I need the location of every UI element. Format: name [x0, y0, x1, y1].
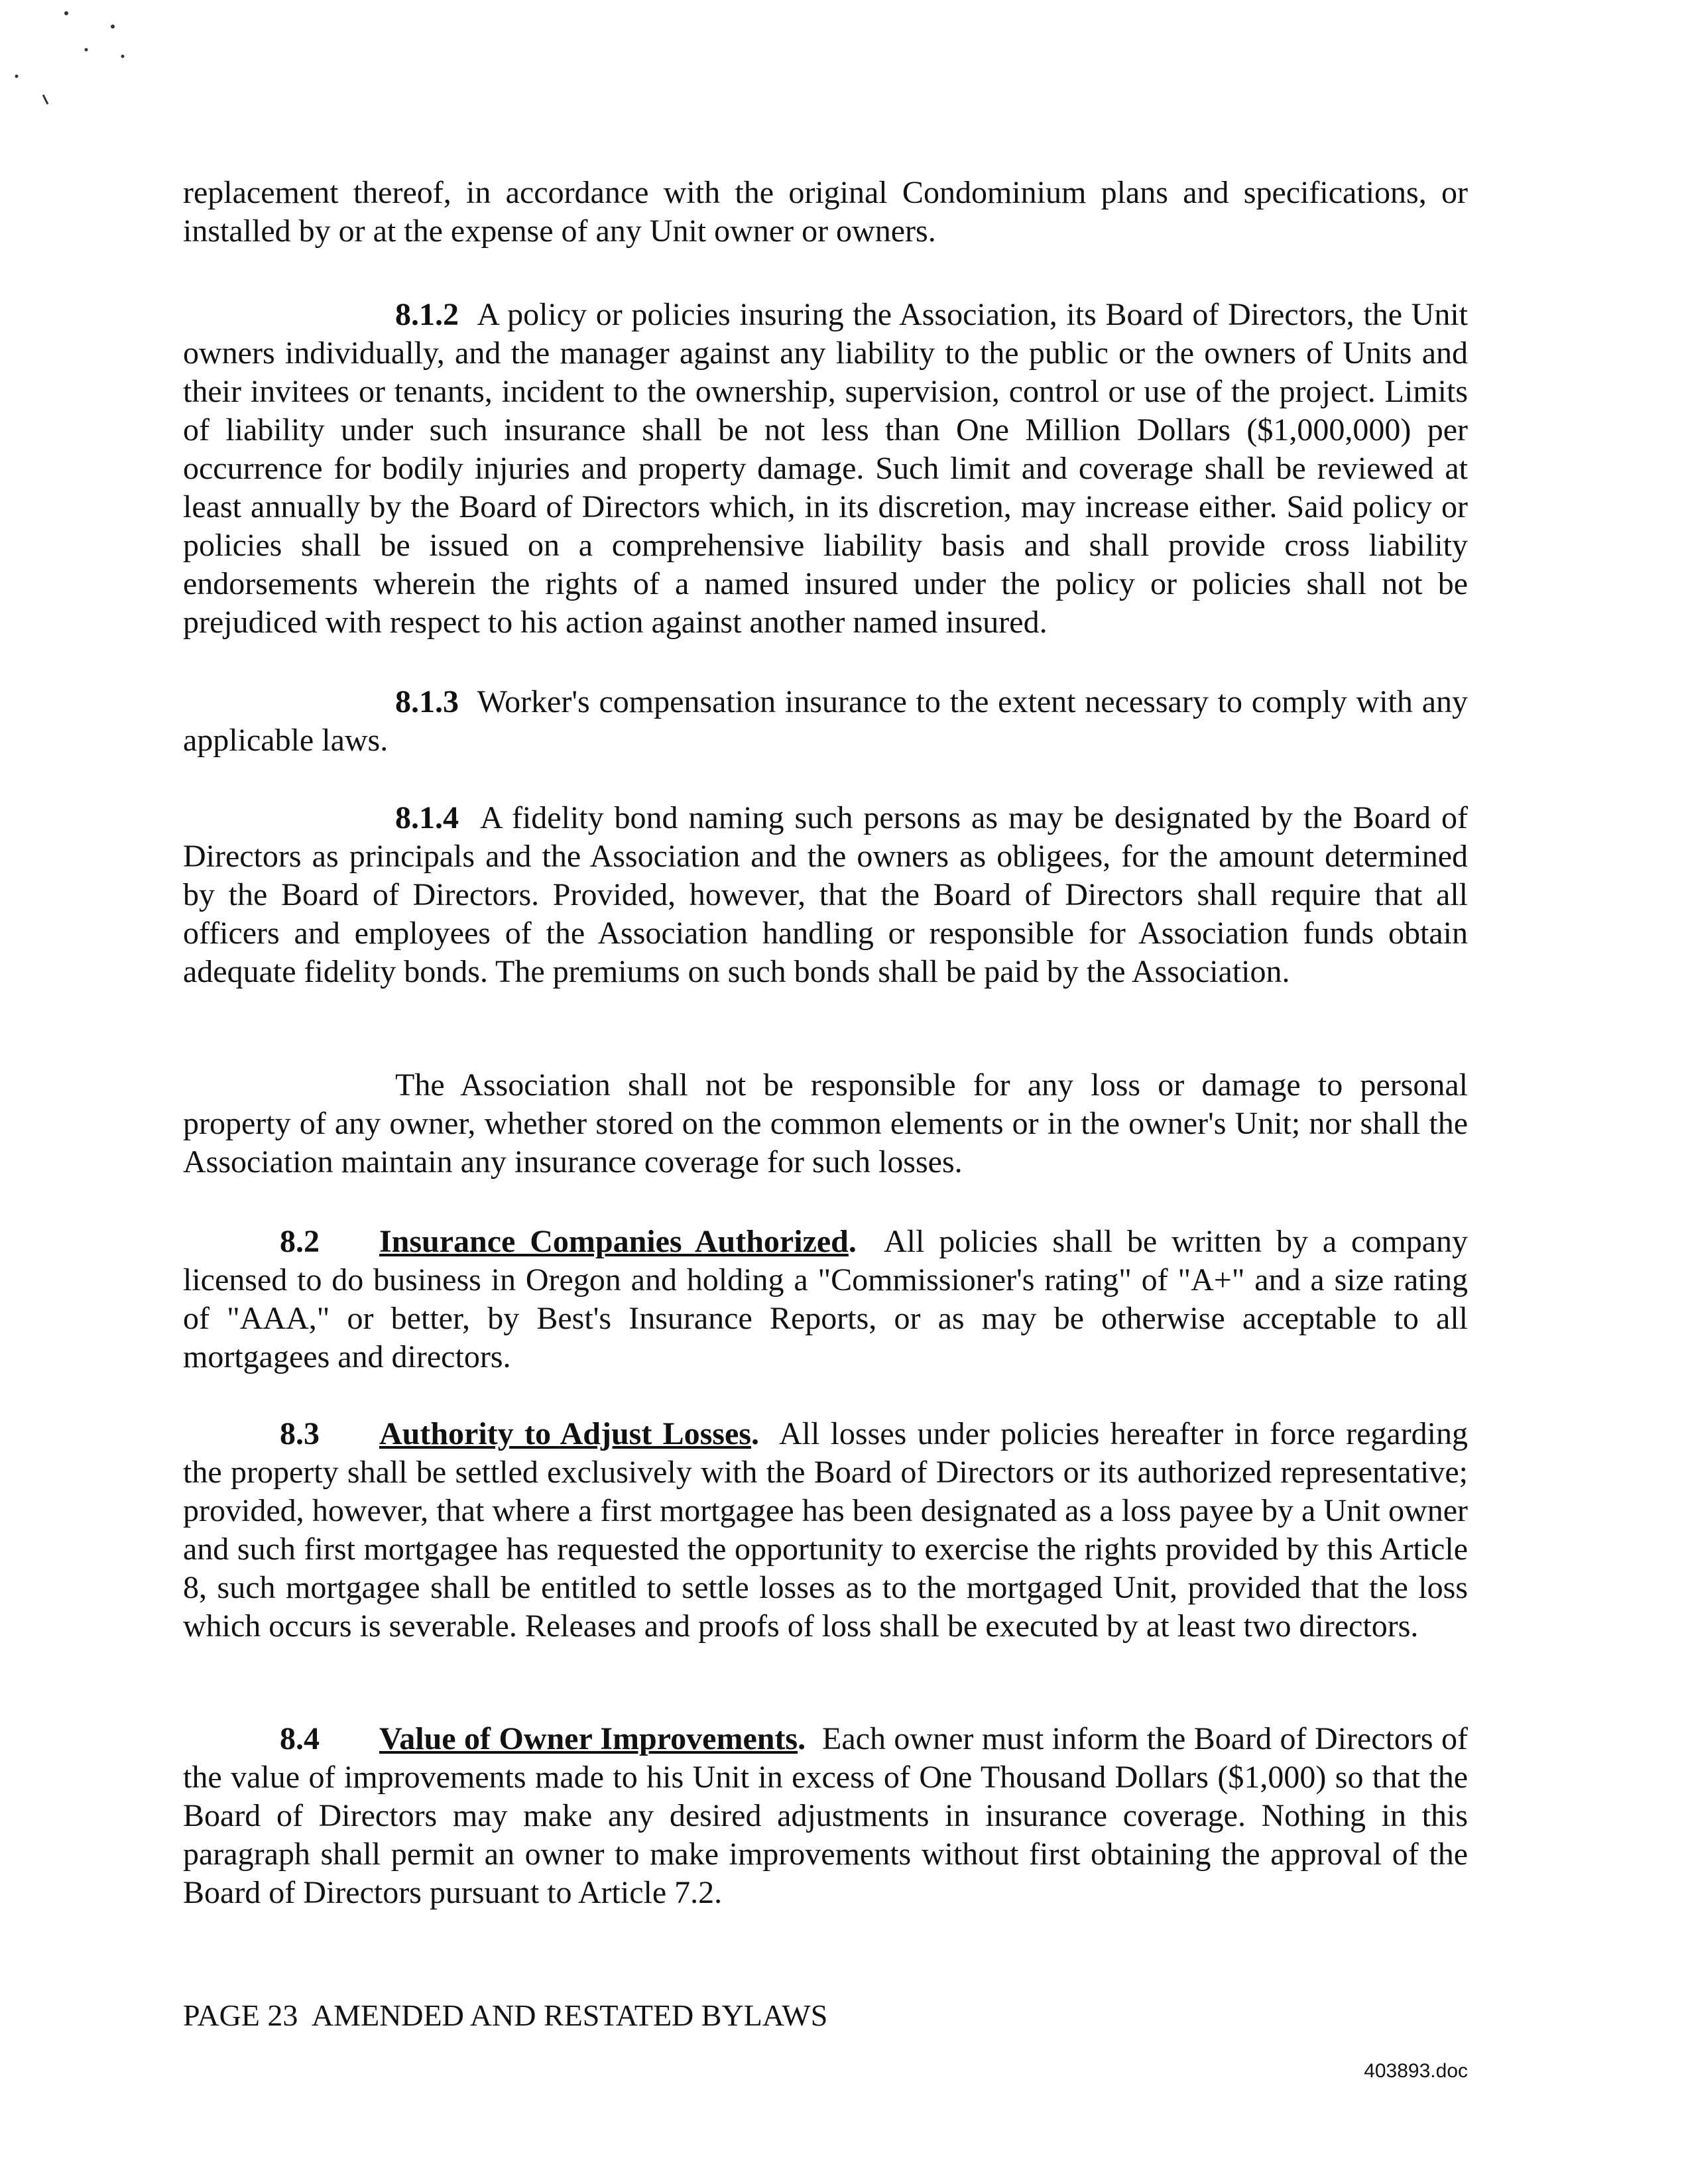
section-heading: Value of Owner Improvements: [379, 1721, 798, 1756]
paragraph-continuation: [183, 174, 1468, 251]
page-footer-label: PAGE 23 AMENDED AND RESTATED BYLAWS: [183, 1998, 828, 2032]
paragraph-8-4: 8.4 Value of Owner Improvements. Each owner must inform the Board of Directors of the value of improvements made to his Unit in excess of One Thousand Dollars ($1,000) so that the Board of Directors may make any desired adjustments in insurance coverage. Nothing in this paragraph shall permit an owner to make improvements without first obtaining the approval of the Board of Directors pursuant to Article 7.2.: [183, 1721, 1469, 1910]
document-number: 403893.doc: [1364, 2060, 1468, 2082]
paragraph-8-2: 8.2 Insurance Companies Authorized. All policies shall be written by a company licensed to do business in Oregon and holding a "Commissioner's rating" of "A+" and a size rating of "AAA," or better, by Best's Insurance Reports, or as may be otherwise acceptable to all mortgagees and directors.: [183, 1224, 1469, 1374]
paragraph-text: All losses under policies hereafter in force regarding the property shall be settled exclusively with the Board of Directors or its authorized representative; provided, however, that where a first mortgagee has been designated as a loss payee by a Unit owner and such first mortgagee has requested the opportunity to exercise the rights provided by this Article 8, such mortgagee shall be entitled to settle losses as to the mortgaged Unit, provided that the loss which occurs is severable. Releases and proofs of loss shall be executed by at least two directors.: [183, 1416, 1469, 1644]
paragraph-text: A fidelity bond naming such persons as may be designated by the Board of Directors as principals and the Association and the owners as obligees, for the amount determined by the Board of Directors. Provided, however, that the Board of Directors shall require that all officers and employees of the Association handling or responsible for Association funds obtain adequate fidelity bonds. The premiums on such bonds shall be paid by the Association.: [183, 800, 1468, 989]
paragraph-text: All policies shall be written by a company licensed to do business in Oregon and holding a "Commissioner's rating" of "A+" and a size rating of "AAA," or better, by Best's Insurance Reports, or as may be otherwise acceptable to all mortgagees and directors.: [183, 1224, 1469, 1374]
scan-specks: [13, 10, 146, 109]
section-heading: Authority to Adjust Losses: [379, 1416, 751, 1451]
section-number: 8.1.3: [395, 684, 459, 719]
section-number: 8.4: [280, 1721, 320, 1756]
paragraph-8-3: 8.3 Authority to Adjust Losses. All losses under policies hereafter in force regarding the property shall be settled exclusively with the Board of Directors or its authorized representative; provided, however, that where a first mortgagee has been designated as a loss payee by a Unit owner and such first mortgagee has requested the opportunity to exercise the rights provided by this Article 8, such mortgagee shall be entitled to settle losses as to the mortgaged Unit, provided that the loss which occurs is severable. Releases and proofs of loss shall be executed by at least two directors.: [183, 1416, 1469, 1644]
paragraph-text: The Association shall not be responsible for any loss or damage to personal property of any owner, whether stored on the common elements or in the owner's Unit; nor shall the Association maintain any insurance coverage for such losses.: [183, 1067, 1468, 1180]
paragraph-8-1-4: [183, 799, 1468, 991]
section-number: 8.1.4: [395, 800, 459, 835]
section-number: 8.2: [280, 1224, 320, 1259]
section-number: 8.1.2: [395, 297, 459, 332]
paragraph-text: A policy or policies insuring the Association, its Board of Directors, the Unit owners individually, and the manager against any liability to the public or the owners of Units and their invitees or tenants, incident to the ownership, supervision, control or use of the project. Limits of liability under such insurance shall be not less than One Million Dollars ($1,000,000) per occurrence for bodily injuries and property damage. Such limit and coverage shall be reviewed at least annually by the Board of Directors which, in its discretion, may increase either. Said policy or policies shall be issued on a comprehensive liability basis and shall provide cross liability endorsements wherein the rights of a named insured under the policy or policies shall not be prejudiced with respect to his action against another named insured.: [183, 297, 1469, 640]
paragraph-text: replacement thereof, in accordance with the original Condominium plans and specifications, or installed by or at the expense of any Unit owner or owners.: [183, 175, 1468, 249]
paragraph-text: Worker's compensation insurance to the extent necessary to comply with any applicable laws.: [183, 684, 1468, 758]
paragraph-text: Each owner must inform the Board of Directors of the value of improvements made to his Unit in excess of One Thousand Dollars ($1,000) so that the Board of Directors may make any desired adjustments in insurance coverage. Nothing in this paragraph shall permit an owner to make improvements without first obtaining the approval of the Board of Directors pursuant to Article 7.2.: [183, 1721, 1469, 1910]
paragraph-8-1-3: [183, 683, 1468, 760]
section-heading: Insurance Companies Authorized: [379, 1224, 849, 1259]
section-number: 8.3: [280, 1416, 320, 1451]
paragraph-association-liability: [183, 1066, 1468, 1182]
paragraph-8-1-2: [183, 296, 1468, 642]
